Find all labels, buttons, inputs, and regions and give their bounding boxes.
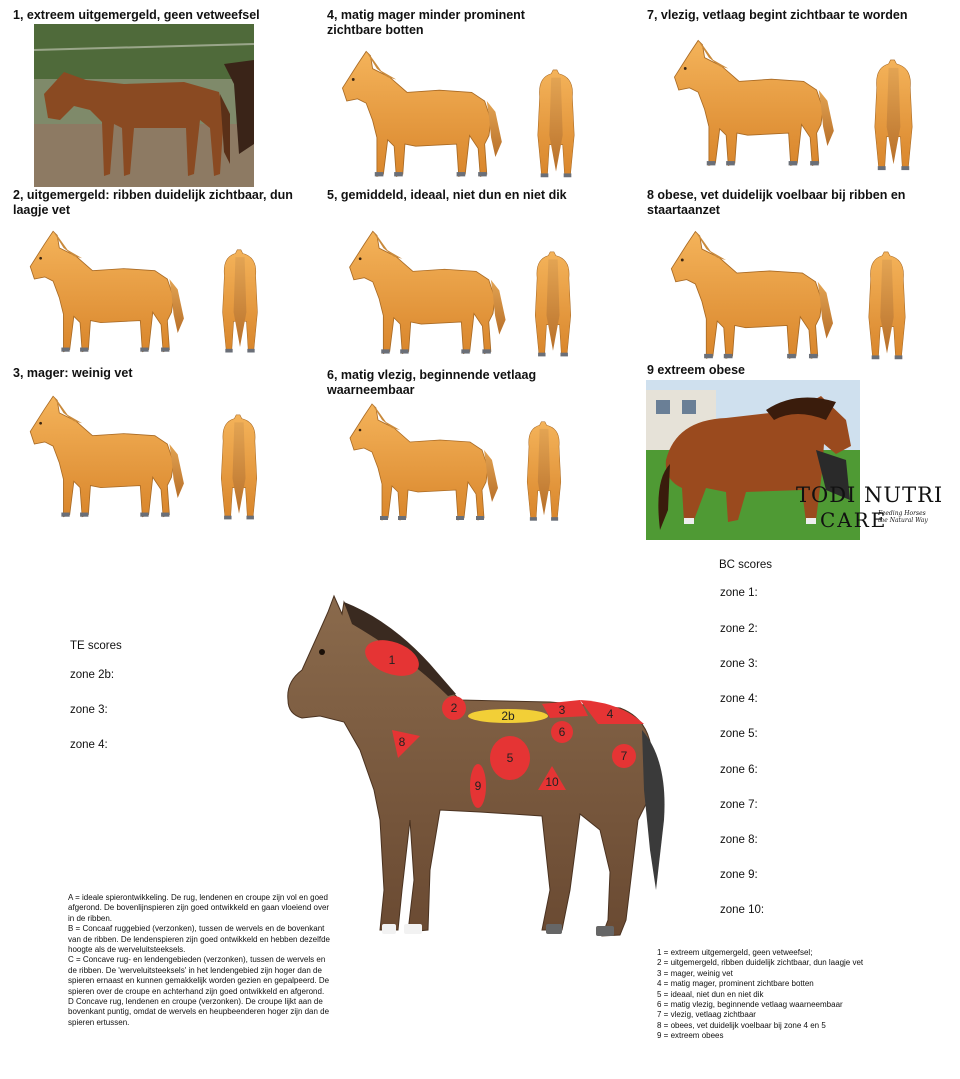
zone-label-6: 6 — [558, 725, 566, 739]
horse-rear-score-2 — [215, 248, 265, 358]
photo-emaciated-horse — [34, 24, 254, 192]
zone-label-1: 1 — [388, 653, 396, 667]
caption-score-6: 6, matig vlezig, beginnende vetlaag waarneembaar — [327, 368, 537, 397]
te-zone-2b: zone 2b: — [70, 669, 115, 681]
horse-zone-diagram — [280, 590, 690, 955]
caption-score-1: 1, extreem uitgemergeld, geen vetweefsel — [13, 8, 260, 22]
horse-rear-score-4 — [530, 68, 582, 183]
bc-legend-7: 7 = vlezig, vetlaag zichtbaar — [657, 1010, 756, 1020]
horse-side-score-6 — [338, 398, 506, 528]
horse-rear-score-3 — [214, 413, 264, 525]
horse-side-score-8 — [660, 225, 840, 367]
caption-score-3: 3, mager: weinig vet — [13, 366, 133, 380]
te-legend-c: C = Concave rug- en lendengebieden (verzonken), tussen de wervels en de ribben. De 'werveluitsteeksels' in het lendengebied zijn hoger dan de spieren ernaast en kunnen gemakkelijk worden gezien en gepalpeerd. De spieren over de croupe en achterhand zijn goed ontwikkeld en afgerond. — [68, 955, 330, 996]
horse-side-score-2 — [20, 225, 190, 360]
horse-side-score-3 — [20, 390, 190, 525]
zone-label-4: 4 — [606, 707, 614, 721]
brand-line2: CARE — [820, 508, 888, 532]
bc-legend-4: 4 = matig mager, prominent zichtbare botten — [657, 979, 814, 989]
zone-label-2: 2 — [450, 701, 458, 715]
horse-rear-score-5 — [528, 250, 578, 362]
bc-zone-2: zone 2: — [720, 623, 758, 635]
zone-label-10: 10 — [545, 775, 559, 789]
bc-legend-5: 5 = ideaal, niet dun en niet dik — [657, 989, 764, 999]
bc-zone-1: zone 1: — [720, 587, 758, 599]
brand-tagline: Feeding Horses the Natural Way — [878, 510, 928, 524]
horse-rear-score-6 — [520, 420, 568, 526]
caption-score-4: 4, matig mager minder prominent zichtbare botten — [327, 8, 525, 37]
horse-rear-score-7 — [866, 58, 921, 176]
te-zone-3: zone 3: — [70, 704, 108, 716]
bc-zone-9: zone 9: — [720, 869, 758, 881]
te-scores-title: TE scores — [70, 640, 122, 652]
te-legend-d: D Concave rug, lendenen en croupe (verzonken). De croupe lijkt aan de bovenkant puntig, omdat de wervels en heupbeenderen hoger zijn dan de spieren ertussen. — [68, 997, 330, 1027]
caption-score-2: 2, uitgemergeld: ribben duidelijk zichtbaar, dun laagje vet — [13, 188, 293, 217]
zone-label-8: 8 — [398, 735, 406, 749]
bc-legend-9: 9 = extreem obees — [657, 1031, 724, 1041]
horse-side-score-5 — [338, 225, 513, 362]
bc-legend-1: 1 = extreem uitgemergeld, geen vetweefsel; — [657, 948, 813, 957]
te-zone-4: zone 4: — [70, 739, 108, 751]
horse-side-score-4 — [330, 45, 510, 185]
brand-line1: TODI NUTRI — [796, 483, 944, 507]
te-legend-a: A = ideale spierontwikkeling. De rug, lendenen en croupe zijn vol en goed afgerond. De bovenlijnspieren zijn goed ontwikkeld en gaan vloeiend over in de ribben. — [68, 893, 330, 923]
zone-label-7: 7 — [620, 749, 628, 763]
bc-legend — [657, 948, 957, 1042]
bc-legend-6: 6 = matig vlezig, beginnende vetlaag waarneembaar — [657, 1000, 843, 1010]
bc-legend-3: 3 = mager, weinig vet — [657, 968, 733, 978]
caption-score-7: 7, vlezig, vetlaag begint zichtbaar te worden — [647, 8, 908, 22]
zone-label-5: 5 — [506, 751, 514, 765]
bc-legend-2: 2 = uitgemergeld, ribben duidelijk zichtbaar, dun laagje vet — [657, 958, 864, 968]
te-legend-b: B = Concaaf ruggebied (verzonken), tussen de wervels en de bovenkant van de ribben. De lendenspieren zijn goed ontwikkeld en hebben dezelfde hoogte als de werveluitsteeksels. — [68, 924, 330, 955]
zone-label-9: 9 — [474, 779, 482, 793]
bc-zone-10: zone 10: — [720, 904, 765, 916]
bc-zone-5: zone 5: — [720, 728, 758, 740]
bc-legend-8: 8 = obees, vet duidelijk voelbaar bij zone 4 en 5 — [657, 1020, 826, 1030]
caption-score-9: 9 extreem obese — [647, 363, 745, 377]
bc-zone-6: zone 6: — [720, 764, 758, 776]
te-legend — [68, 893, 330, 1028]
zone-label-3: 3 — [558, 703, 566, 717]
caption-score-8: 8 obese, vet duidelijk voelbaar bij ribben en staartaanzet — [647, 188, 906, 217]
horse-side-score-7 — [662, 34, 842, 174]
bc-zone-7: zone 7: — [720, 799, 758, 811]
bc-scores-title: BC scores — [719, 559, 773, 571]
caption-score-5: 5, gemiddeld, ideaal, niet dun en niet dik — [327, 188, 567, 202]
horse-rear-score-8 — [858, 250, 916, 365]
zone-label-2b: 2b — [501, 709, 515, 723]
bc-zone-4: zone 4: — [720, 693, 758, 705]
bc-zone-3: zone 3: — [720, 658, 758, 670]
horse-eye — [319, 649, 325, 655]
bc-zone-8: zone 8: — [720, 834, 758, 846]
